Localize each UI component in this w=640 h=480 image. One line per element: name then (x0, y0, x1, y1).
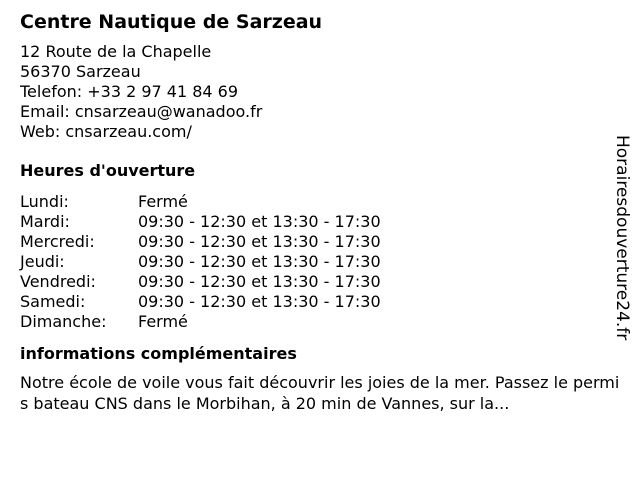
hours-time: Fermé (138, 192, 188, 211)
hours-day: Mardi: (20, 212, 70, 231)
hours-time: Fermé (138, 312, 188, 331)
contact-block (20, 42, 620, 142)
hours-row-friday (20, 272, 620, 292)
hours-day: Samedi: (20, 292, 86, 311)
hours-row-wednesday (20, 232, 620, 252)
hours-row-saturday (20, 292, 620, 312)
phone-line: Telefon: +33 2 97 41 84 69 (20, 82, 239, 101)
hours-row-thursday (20, 252, 620, 272)
hours-time: 09:30 - 12:30 et 13:30 - 17:30 (138, 232, 381, 251)
address-street: 12 Route de la Chapelle (20, 42, 212, 61)
hours-day: Mercredi: (20, 232, 95, 251)
web-line: Web: cnsarzeau.com/ (20, 122, 192, 141)
hours-row-monday (20, 192, 620, 212)
hours-row-sunday (20, 312, 620, 332)
business-listing (20, 10, 620, 414)
info-heading: informations complémentaires (20, 344, 297, 363)
site-watermark: Horairesdouverture24.fr (612, 135, 632, 341)
address-city: 56370 Sarzeau (20, 62, 141, 81)
hours-day: Vendredi: (20, 272, 96, 291)
email-line: Email: cnsarzeau@wanadoo.fr (20, 102, 263, 121)
hours-time: 09:30 - 12:30 et 13:30 - 17:30 (138, 252, 381, 271)
hours-row-tuesday (20, 212, 620, 232)
hours-day: Dimanche: (20, 312, 107, 331)
hours-time: 09:30 - 12:30 et 13:30 - 17:30 (138, 292, 381, 311)
hours-day: Jeudi: (20, 252, 65, 271)
info-description: Notre école de voile vous fait découvrir les joies de la mer. Passez le permis bateau CNS dans le Morbihan, à 20 min de Vannes, sur la... (20, 373, 620, 413)
business-name: Centre Nautique de Sarzeau (20, 11, 323, 33)
hours-heading: Heures d'ouverture (20, 161, 196, 180)
hours-time: 09:30 - 12:30 et 13:30 - 17:30 (138, 212, 381, 231)
hours-table (20, 192, 620, 332)
hours-day: Lundi: (20, 192, 69, 211)
hours-time: 09:30 - 12:30 et 13:30 - 17:30 (138, 272, 381, 291)
